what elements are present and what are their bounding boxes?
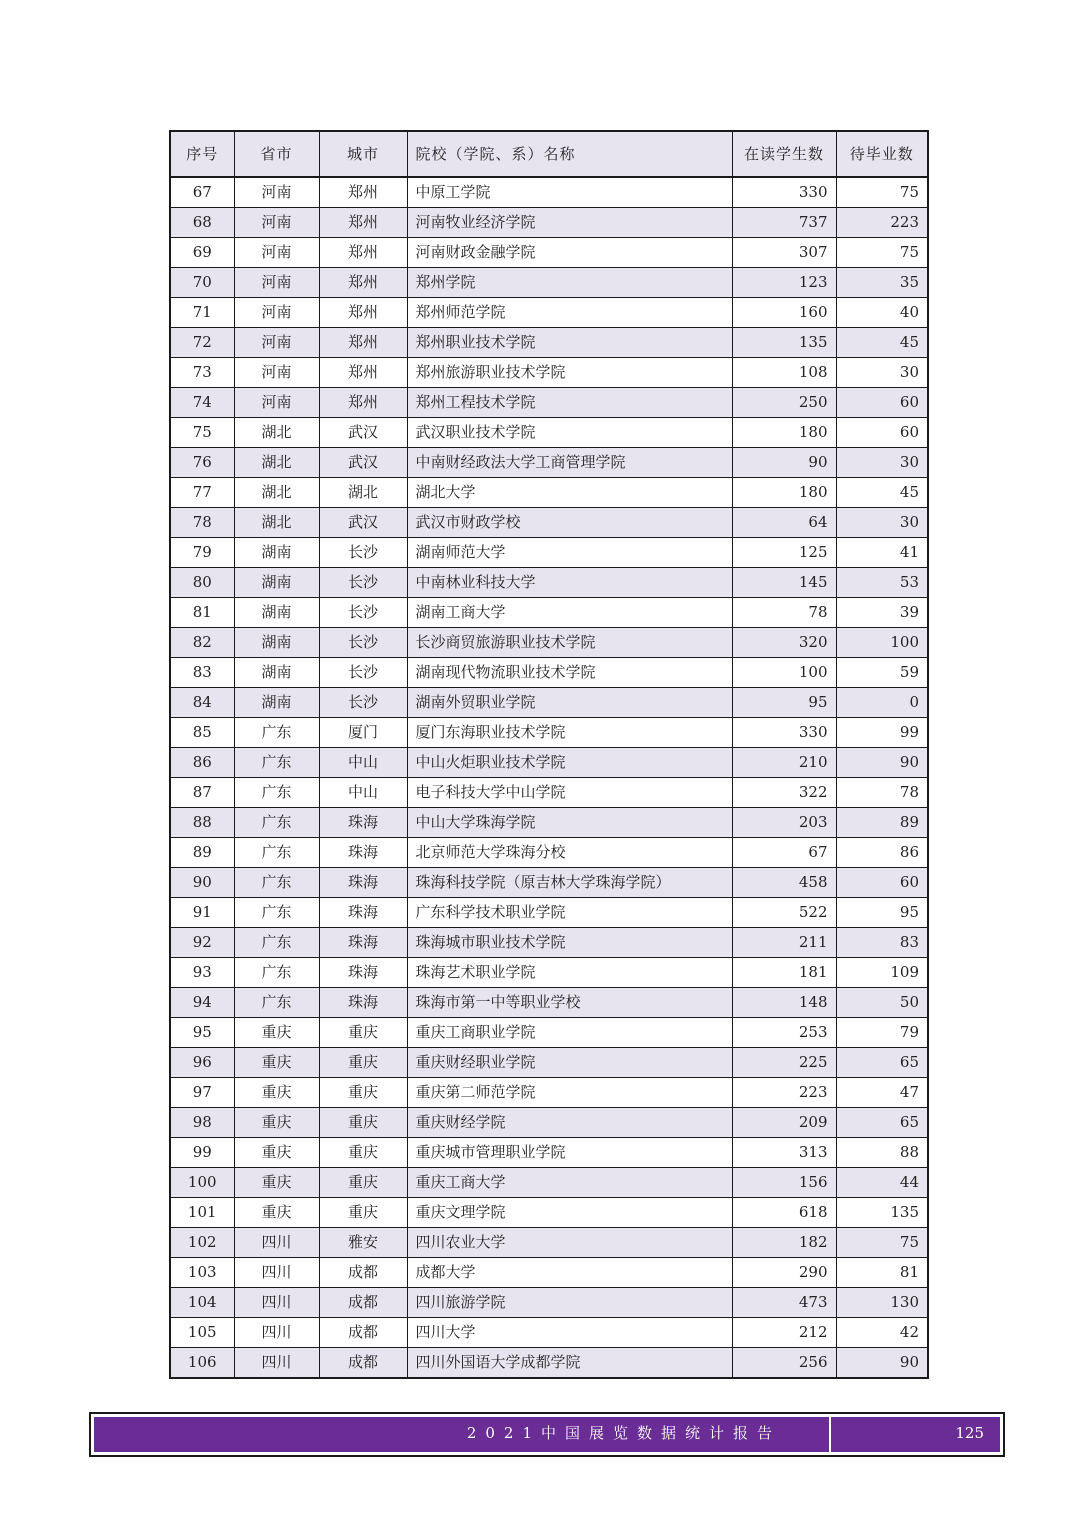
table-row bbox=[170, 298, 928, 328]
cell-students-enrolled: 148 bbox=[732, 988, 836, 1018]
cell-school-name: 四川旅游学院 bbox=[407, 1288, 732, 1318]
cell-province: 河南 bbox=[234, 298, 319, 328]
cell-students-enrolled: 64 bbox=[732, 508, 836, 538]
cell-students-enrolled: 108 bbox=[732, 358, 836, 388]
cell-school-name: 湖南外贸职业学院 bbox=[407, 688, 732, 718]
cell-school-name: 郑州工程技术学院 bbox=[407, 388, 732, 418]
cell-province: 广东 bbox=[234, 868, 319, 898]
cell-to-graduate: 90 bbox=[836, 1348, 928, 1379]
cell-city: 珠海 bbox=[319, 838, 407, 868]
table-row bbox=[170, 1228, 928, 1258]
cell-index: 74 bbox=[170, 388, 234, 418]
table-row bbox=[170, 1318, 928, 1348]
cell-province: 广东 bbox=[234, 928, 319, 958]
cell-students-enrolled: 210 bbox=[732, 748, 836, 778]
cell-index: 85 bbox=[170, 718, 234, 748]
cell-students-enrolled: 90 bbox=[732, 448, 836, 478]
cell-to-graduate: 109 bbox=[836, 958, 928, 988]
cell-to-graduate: 75 bbox=[836, 1228, 928, 1258]
cell-to-graduate: 130 bbox=[836, 1288, 928, 1318]
cell-index: 96 bbox=[170, 1048, 234, 1078]
cell-students-enrolled: 145 bbox=[732, 568, 836, 598]
table-row bbox=[170, 898, 928, 928]
cell-index: 100 bbox=[170, 1168, 234, 1198]
cell-index: 71 bbox=[170, 298, 234, 328]
cell-to-graduate: 30 bbox=[836, 508, 928, 538]
cell-students-enrolled: 330 bbox=[732, 177, 836, 208]
cell-index: 84 bbox=[170, 688, 234, 718]
cell-province: 四川 bbox=[234, 1258, 319, 1288]
cell-students-enrolled: 180 bbox=[732, 418, 836, 448]
cell-province: 重庆 bbox=[234, 1198, 319, 1228]
cell-city: 郑州 bbox=[319, 298, 407, 328]
cell-school-name: 中山大学珠海学院 bbox=[407, 808, 732, 838]
cell-students-enrolled: 181 bbox=[732, 958, 836, 988]
cell-to-graduate: 60 bbox=[836, 868, 928, 898]
cell-city: 成都 bbox=[319, 1288, 407, 1318]
table-row bbox=[170, 358, 928, 388]
cell-city: 厦门 bbox=[319, 718, 407, 748]
cell-index: 67 bbox=[170, 177, 234, 208]
cell-school-name: 中山火炬职业技术学院 bbox=[407, 748, 732, 778]
cell-to-graduate: 45 bbox=[836, 328, 928, 358]
cell-school-name: 珠海市第一中等职业学校 bbox=[407, 988, 732, 1018]
cell-index: 68 bbox=[170, 208, 234, 238]
cell-school-name: 郑州学院 bbox=[407, 268, 732, 298]
cell-province: 湖南 bbox=[234, 568, 319, 598]
cell-school-name: 湖南工商大学 bbox=[407, 598, 732, 628]
table-header-row bbox=[170, 131, 928, 177]
cell-city: 郑州 bbox=[319, 268, 407, 298]
cell-school-name: 成都大学 bbox=[407, 1258, 732, 1288]
cell-to-graduate: 65 bbox=[836, 1108, 928, 1138]
cell-school-name: 郑州职业技术学院 bbox=[407, 328, 732, 358]
cell-index: 92 bbox=[170, 928, 234, 958]
cell-students-enrolled: 135 bbox=[732, 328, 836, 358]
cell-index: 72 bbox=[170, 328, 234, 358]
cell-students-enrolled: 67 bbox=[732, 838, 836, 868]
cell-school-name: 河南财政金融学院 bbox=[407, 238, 732, 268]
cell-city: 珠海 bbox=[319, 928, 407, 958]
cell-city: 湖北 bbox=[319, 478, 407, 508]
cell-index: 89 bbox=[170, 838, 234, 868]
cell-students-enrolled: 256 bbox=[732, 1348, 836, 1379]
table-row bbox=[170, 988, 928, 1018]
cell-city: 重庆 bbox=[319, 1198, 407, 1228]
cell-city: 珠海 bbox=[319, 958, 407, 988]
cell-school-name: 广东科学技术职业学院 bbox=[407, 898, 732, 928]
cell-to-graduate: 40 bbox=[836, 298, 928, 328]
cell-students-enrolled: 100 bbox=[732, 658, 836, 688]
cell-province: 广东 bbox=[234, 778, 319, 808]
cell-school-name: 重庆财经学院 bbox=[407, 1108, 732, 1138]
cell-index: 76 bbox=[170, 448, 234, 478]
cell-province: 重庆 bbox=[234, 1048, 319, 1078]
cell-to-graduate: 60 bbox=[836, 418, 928, 448]
table-row bbox=[170, 688, 928, 718]
cell-index: 88 bbox=[170, 808, 234, 838]
cell-city: 长沙 bbox=[319, 658, 407, 688]
cell-city: 中山 bbox=[319, 778, 407, 808]
table-row bbox=[170, 508, 928, 538]
cell-city: 长沙 bbox=[319, 628, 407, 658]
cell-province: 河南 bbox=[234, 238, 319, 268]
cell-index: 94 bbox=[170, 988, 234, 1018]
cell-students-enrolled: 320 bbox=[732, 628, 836, 658]
table-row bbox=[170, 1078, 928, 1108]
cell-province: 四川 bbox=[234, 1288, 319, 1318]
cell-students-enrolled: 290 bbox=[732, 1258, 836, 1288]
cell-province: 广东 bbox=[234, 718, 319, 748]
cell-school-name: 重庆工商大学 bbox=[407, 1168, 732, 1198]
cell-students-enrolled: 182 bbox=[732, 1228, 836, 1258]
cell-city: 长沙 bbox=[319, 688, 407, 718]
cell-school-name: 四川农业大学 bbox=[407, 1228, 732, 1258]
cell-province: 重庆 bbox=[234, 1168, 319, 1198]
cell-city: 成都 bbox=[319, 1258, 407, 1288]
cell-school-name: 中南林业科技大学 bbox=[407, 568, 732, 598]
cell-students-enrolled: 123 bbox=[732, 268, 836, 298]
cell-city: 郑州 bbox=[319, 328, 407, 358]
cell-school-name: 重庆第二师范学院 bbox=[407, 1078, 732, 1108]
cell-index: 80 bbox=[170, 568, 234, 598]
cell-province: 广东 bbox=[234, 898, 319, 928]
table-row bbox=[170, 388, 928, 418]
cell-province: 湖北 bbox=[234, 418, 319, 448]
cell-province: 广东 bbox=[234, 808, 319, 838]
cell-city: 重庆 bbox=[319, 1138, 407, 1168]
cell-index: 104 bbox=[170, 1288, 234, 1318]
cell-to-graduate: 81 bbox=[836, 1258, 928, 1288]
cell-index: 73 bbox=[170, 358, 234, 388]
cell-students-enrolled: 313 bbox=[732, 1138, 836, 1168]
table-row bbox=[170, 1018, 928, 1048]
cell-index: 91 bbox=[170, 898, 234, 928]
cell-city: 雅安 bbox=[319, 1228, 407, 1258]
cell-province: 湖北 bbox=[234, 478, 319, 508]
table-row bbox=[170, 418, 928, 448]
cell-index: 98 bbox=[170, 1108, 234, 1138]
cell-city: 武汉 bbox=[319, 418, 407, 448]
table-row bbox=[170, 958, 928, 988]
cell-to-graduate: 100 bbox=[836, 628, 928, 658]
cell-students-enrolled: 250 bbox=[732, 388, 836, 418]
cell-to-graduate: 79 bbox=[836, 1018, 928, 1048]
cell-students-enrolled: 473 bbox=[732, 1288, 836, 1318]
cell-city: 重庆 bbox=[319, 1048, 407, 1078]
cell-to-graduate: 78 bbox=[836, 778, 928, 808]
cell-to-graduate: 99 bbox=[836, 718, 928, 748]
cell-to-graduate: 90 bbox=[836, 748, 928, 778]
cell-to-graduate: 50 bbox=[836, 988, 928, 1018]
cell-province: 湖北 bbox=[234, 448, 319, 478]
cell-province: 河南 bbox=[234, 268, 319, 298]
table-row bbox=[170, 778, 928, 808]
report-title: 2021中国展览数据统计报告 bbox=[94, 1417, 831, 1452]
table-row bbox=[170, 268, 928, 298]
cell-to-graduate: 83 bbox=[836, 928, 928, 958]
cell-index: 102 bbox=[170, 1228, 234, 1258]
cell-students-enrolled: 203 bbox=[732, 808, 836, 838]
table-row bbox=[170, 1048, 928, 1078]
table-row bbox=[170, 658, 928, 688]
table-row bbox=[170, 1348, 928, 1379]
cell-to-graduate: 41 bbox=[836, 538, 928, 568]
cell-index: 86 bbox=[170, 748, 234, 778]
cell-to-graduate: 223 bbox=[836, 208, 928, 238]
cell-to-graduate: 39 bbox=[836, 598, 928, 628]
cell-students-enrolled: 223 bbox=[732, 1078, 836, 1108]
cell-city: 长沙 bbox=[319, 598, 407, 628]
cell-province: 重庆 bbox=[234, 1018, 319, 1048]
cell-students-enrolled: 618 bbox=[732, 1198, 836, 1228]
cell-province: 湖北 bbox=[234, 508, 319, 538]
cell-school-name: 重庆财经职业学院 bbox=[407, 1048, 732, 1078]
cell-province: 广东 bbox=[234, 838, 319, 868]
table-row bbox=[170, 838, 928, 868]
cell-to-graduate: 65 bbox=[836, 1048, 928, 1078]
cell-to-graduate: 89 bbox=[836, 808, 928, 838]
cell-city: 长沙 bbox=[319, 568, 407, 598]
cell-city: 重庆 bbox=[319, 1078, 407, 1108]
cell-city: 长沙 bbox=[319, 538, 407, 568]
cell-index: 90 bbox=[170, 868, 234, 898]
cell-school-name: 重庆工商职业学院 bbox=[407, 1018, 732, 1048]
cell-school-name: 郑州师范学院 bbox=[407, 298, 732, 328]
cell-school-name: 北京师范大学珠海分校 bbox=[407, 838, 732, 868]
cell-province: 广东 bbox=[234, 988, 319, 1018]
cell-city: 珠海 bbox=[319, 868, 407, 898]
cell-city: 重庆 bbox=[319, 1168, 407, 1198]
cell-school-name: 中南财经政法大学工商管理学院 bbox=[407, 448, 732, 478]
table-row bbox=[170, 208, 928, 238]
cell-city: 武汉 bbox=[319, 448, 407, 478]
page-number: 125 bbox=[955, 1424, 984, 1442]
cell-school-name: 湖南师范大学 bbox=[407, 538, 732, 568]
cell-students-enrolled: 156 bbox=[732, 1168, 836, 1198]
cell-students-enrolled: 209 bbox=[732, 1108, 836, 1138]
table-row bbox=[170, 1288, 928, 1318]
table-row bbox=[170, 1138, 928, 1168]
cell-province: 湖南 bbox=[234, 688, 319, 718]
cell-province: 广东 bbox=[234, 748, 319, 778]
cell-to-graduate: 95 bbox=[836, 898, 928, 928]
cell-city: 成都 bbox=[319, 1348, 407, 1379]
table-row bbox=[170, 1168, 928, 1198]
cell-city: 中山 bbox=[319, 748, 407, 778]
cell-city: 郑州 bbox=[319, 208, 407, 238]
cell-city: 成都 bbox=[319, 1318, 407, 1348]
cell-city: 重庆 bbox=[319, 1108, 407, 1138]
cell-to-graduate: 86 bbox=[836, 838, 928, 868]
cell-index: 87 bbox=[170, 778, 234, 808]
table-row bbox=[170, 328, 928, 358]
cell-students-enrolled: 78 bbox=[732, 598, 836, 628]
cell-school-name: 武汉职业技术学院 bbox=[407, 418, 732, 448]
cell-index: 97 bbox=[170, 1078, 234, 1108]
cell-students-enrolled: 212 bbox=[732, 1318, 836, 1348]
cell-students-enrolled: 322 bbox=[732, 778, 836, 808]
cell-index: 106 bbox=[170, 1348, 234, 1379]
cell-index: 105 bbox=[170, 1318, 234, 1348]
cell-city: 郑州 bbox=[319, 388, 407, 418]
cell-province: 重庆 bbox=[234, 1108, 319, 1138]
cell-to-graduate: 75 bbox=[836, 177, 928, 208]
cell-province: 湖南 bbox=[234, 598, 319, 628]
cell-index: 75 bbox=[170, 418, 234, 448]
table-row bbox=[170, 1108, 928, 1138]
cell-to-graduate: 88 bbox=[836, 1138, 928, 1168]
cell-city: 郑州 bbox=[319, 177, 407, 208]
cell-to-graduate: 45 bbox=[836, 478, 928, 508]
cell-students-enrolled: 253 bbox=[732, 1018, 836, 1048]
cell-city: 郑州 bbox=[319, 238, 407, 268]
cell-index: 79 bbox=[170, 538, 234, 568]
cell-province: 四川 bbox=[234, 1318, 319, 1348]
table-row bbox=[170, 808, 928, 838]
cell-to-graduate: 30 bbox=[836, 358, 928, 388]
cell-index: 70 bbox=[170, 268, 234, 298]
cell-city: 珠海 bbox=[319, 808, 407, 838]
cell-province: 重庆 bbox=[234, 1138, 319, 1168]
table-row bbox=[170, 628, 928, 658]
cell-to-graduate: 0 bbox=[836, 688, 928, 718]
header-province: 省市 bbox=[234, 131, 319, 177]
table-row bbox=[170, 568, 928, 598]
cell-students-enrolled: 737 bbox=[732, 208, 836, 238]
cell-school-name: 厦门东海职业技术学院 bbox=[407, 718, 732, 748]
cell-province: 湖南 bbox=[234, 658, 319, 688]
cell-province: 四川 bbox=[234, 1228, 319, 1258]
cell-students-enrolled: 95 bbox=[732, 688, 836, 718]
cell-index: 82 bbox=[170, 628, 234, 658]
table-row bbox=[170, 1258, 928, 1288]
cell-school-name: 湖南现代物流职业技术学院 bbox=[407, 658, 732, 688]
cell-city: 珠海 bbox=[319, 898, 407, 928]
cell-to-graduate: 44 bbox=[836, 1168, 928, 1198]
header-school-name: 院校（学院、系）名称 bbox=[407, 131, 732, 177]
cell-school-name: 湖北大学 bbox=[407, 478, 732, 508]
table-row bbox=[170, 748, 928, 778]
cell-index: 83 bbox=[170, 658, 234, 688]
table-row bbox=[170, 1198, 928, 1228]
cell-students-enrolled: 160 bbox=[732, 298, 836, 328]
header-index: 序号 bbox=[170, 131, 234, 177]
cell-province: 河南 bbox=[234, 328, 319, 358]
cell-school-name: 电子科技大学中山学院 bbox=[407, 778, 732, 808]
table-row bbox=[170, 177, 928, 208]
table-row bbox=[170, 598, 928, 628]
cell-school-name: 珠海艺术职业学院 bbox=[407, 958, 732, 988]
page-footer bbox=[89, 1412, 1005, 1457]
cell-index: 101 bbox=[170, 1198, 234, 1228]
cell-to-graduate: 47 bbox=[836, 1078, 928, 1108]
cell-to-graduate: 75 bbox=[836, 238, 928, 268]
header-to-graduate: 待毕业数 bbox=[836, 131, 928, 177]
cell-to-graduate: 42 bbox=[836, 1318, 928, 1348]
table-row bbox=[170, 478, 928, 508]
table-row bbox=[170, 718, 928, 748]
cell-school-name: 珠海城市职业技术学院 bbox=[407, 928, 732, 958]
cell-students-enrolled: 330 bbox=[732, 718, 836, 748]
cell-province: 湖南 bbox=[234, 538, 319, 568]
cell-province: 河南 bbox=[234, 208, 319, 238]
data-table bbox=[169, 130, 929, 1379]
cell-students-enrolled: 458 bbox=[732, 868, 836, 898]
footer-bar bbox=[94, 1417, 1000, 1452]
table-body bbox=[170, 177, 928, 1378]
cell-index: 78 bbox=[170, 508, 234, 538]
cell-province: 广东 bbox=[234, 958, 319, 988]
cell-province: 河南 bbox=[234, 388, 319, 418]
cell-city: 珠海 bbox=[319, 988, 407, 1018]
table-row bbox=[170, 538, 928, 568]
cell-index: 81 bbox=[170, 598, 234, 628]
cell-index: 69 bbox=[170, 238, 234, 268]
cell-province: 河南 bbox=[234, 177, 319, 208]
cell-city: 重庆 bbox=[319, 1018, 407, 1048]
cell-students-enrolled: 225 bbox=[732, 1048, 836, 1078]
cell-school-name: 河南牧业经济学院 bbox=[407, 208, 732, 238]
cell-school-name: 长沙商贸旅游职业技术学院 bbox=[407, 628, 732, 658]
cell-school-name: 四川大学 bbox=[407, 1318, 732, 1348]
cell-students-enrolled: 307 bbox=[732, 238, 836, 268]
cell-to-graduate: 60 bbox=[836, 388, 928, 418]
cell-school-name: 重庆文理学院 bbox=[407, 1198, 732, 1228]
cell-index: 93 bbox=[170, 958, 234, 988]
cell-school-name: 武汉市财政学校 bbox=[407, 508, 732, 538]
cell-to-graduate: 30 bbox=[836, 448, 928, 478]
header-city: 城市 bbox=[319, 131, 407, 177]
cell-students-enrolled: 522 bbox=[732, 898, 836, 928]
cell-province: 四川 bbox=[234, 1348, 319, 1379]
cell-to-graduate: 135 bbox=[836, 1198, 928, 1228]
cell-school-name: 重庆城市管理职业学院 bbox=[407, 1138, 732, 1168]
cell-to-graduate: 59 bbox=[836, 658, 928, 688]
cell-students-enrolled: 125 bbox=[732, 538, 836, 568]
table-row bbox=[170, 238, 928, 268]
cell-school-name: 四川外国语大学成都学院 bbox=[407, 1348, 732, 1379]
header-students-enrolled: 在读学生数 bbox=[732, 131, 836, 177]
cell-city: 武汉 bbox=[319, 508, 407, 538]
table-row bbox=[170, 448, 928, 478]
cell-index: 103 bbox=[170, 1258, 234, 1288]
cell-to-graduate: 35 bbox=[836, 268, 928, 298]
cell-province: 河南 bbox=[234, 358, 319, 388]
cell-school-name: 郑州旅游职业技术学院 bbox=[407, 358, 732, 388]
cell-students-enrolled: 211 bbox=[732, 928, 836, 958]
cell-index: 77 bbox=[170, 478, 234, 508]
cell-students-enrolled: 180 bbox=[732, 478, 836, 508]
cell-index: 99 bbox=[170, 1138, 234, 1168]
cell-index: 95 bbox=[170, 1018, 234, 1048]
table-row bbox=[170, 928, 928, 958]
table-row bbox=[170, 868, 928, 898]
cell-province: 湖南 bbox=[234, 628, 319, 658]
cell-province: 重庆 bbox=[234, 1078, 319, 1108]
cell-to-graduate: 53 bbox=[836, 568, 928, 598]
cell-school-name: 珠海科技学院（原吉林大学珠海学院） bbox=[407, 868, 732, 898]
cell-city: 郑州 bbox=[319, 358, 407, 388]
cell-school-name: 中原工学院 bbox=[407, 177, 732, 208]
